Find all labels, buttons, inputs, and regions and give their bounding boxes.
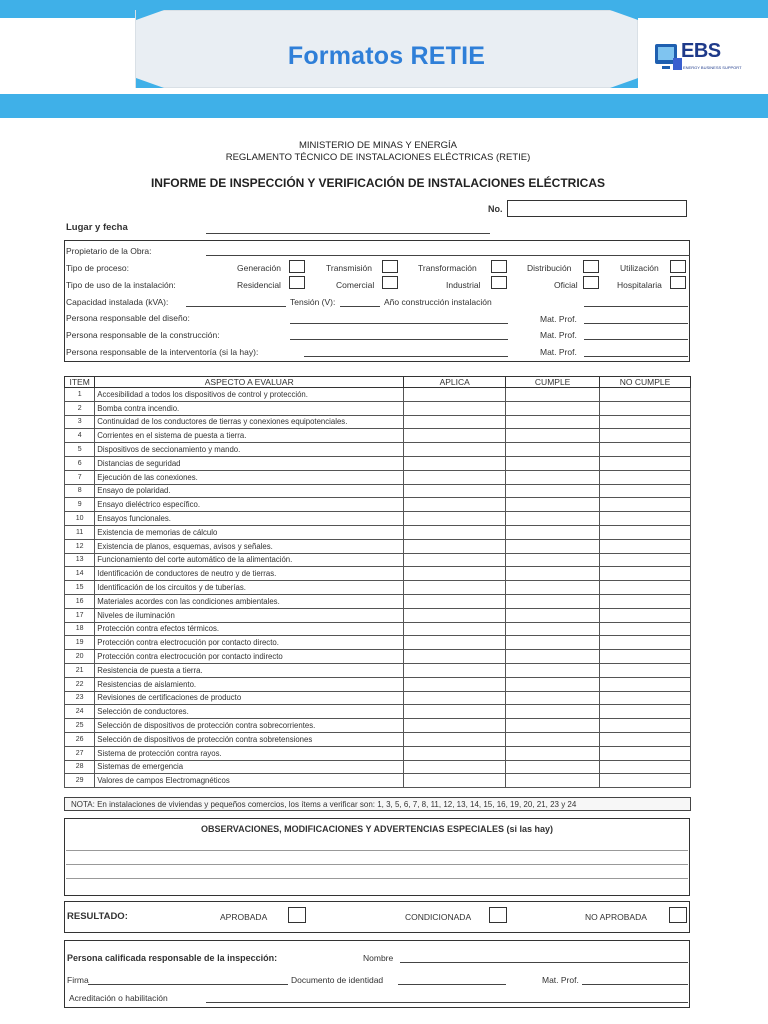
applies-cell[interactable] (404, 415, 506, 429)
applies-cell[interactable] (404, 539, 506, 553)
table-row (65, 498, 691, 512)
voltage-label: Tensión (V): (290, 297, 336, 307)
banner-corner (136, 78, 164, 88)
applies-cell[interactable] (404, 691, 506, 705)
process-generation-label: Generación (237, 263, 281, 273)
item-number-cell: 7 (65, 470, 95, 484)
use-commercial-label: Comercial (336, 280, 375, 290)
applies-cell[interactable] (404, 705, 506, 719)
not-complies-cell[interactable] (600, 608, 691, 622)
aspect-cell: Existencia de memorias de cálculo (95, 525, 404, 539)
owner-label: Propietario de la Obra: (66, 246, 152, 256)
complies-cell[interactable] (506, 553, 600, 567)
inspector-accreditation-field[interactable] (206, 1002, 688, 1003)
applies-cell[interactable] (404, 512, 506, 526)
aspect-cell: Funcionamiento del corte automático de la alimentación. (95, 553, 404, 567)
inspector-mat-prof-label: Mat. Prof. (542, 975, 579, 985)
inspector-accreditation-label: Acreditación o habilitación (69, 993, 168, 1003)
aspect-cell: Protección contra electrocución por contacto indirecto (95, 650, 404, 664)
item-number-cell: 1 (65, 388, 95, 402)
item-number-cell: 27 (65, 746, 95, 760)
aspect-cell: Niveles de iluminación (95, 608, 404, 622)
not-complies-cell[interactable] (600, 429, 691, 443)
complies-cell[interactable] (506, 415, 600, 429)
design-mat-prof-label: Mat. Prof. (540, 314, 577, 324)
table-row (65, 677, 691, 691)
aspect-cell: Ensayo de polaridad. (95, 484, 404, 498)
complies-cell[interactable] (506, 608, 600, 622)
complies-cell[interactable] (506, 719, 600, 733)
complies-cell[interactable] (506, 594, 600, 608)
construction-mat-prof-field[interactable] (584, 339, 688, 340)
complies-cell[interactable] (506, 774, 600, 788)
applies-cell[interactable] (404, 429, 506, 443)
table-row (65, 636, 691, 650)
not-complies-cell[interactable] (600, 650, 691, 664)
applies-cell[interactable] (404, 388, 506, 402)
use-official-checkbox[interactable] (583, 276, 599, 289)
complies-cell[interactable] (506, 663, 600, 677)
result-approved-label: APROBADA (220, 912, 268, 922)
item-number-cell: 11 (65, 525, 95, 539)
page-title: Formatos RETIE (287, 42, 486, 70)
table-row (65, 429, 691, 443)
aspects-table (64, 376, 691, 788)
aspect-cell: Distancias de seguridad (95, 456, 404, 470)
process-transformation-label: Transformación (418, 263, 477, 273)
not-complies-cell[interactable] (600, 539, 691, 553)
column-header-applies: APLICA (404, 377, 506, 388)
applies-cell[interactable] (404, 401, 506, 415)
no-label: No. (488, 204, 503, 214)
item-number-cell: 25 (65, 719, 95, 733)
report-number-field[interactable] (507, 200, 687, 217)
applies-cell[interactable] (404, 760, 506, 774)
complies-cell[interactable] (506, 746, 600, 760)
supervision-label: Persona responsable de la interventoría (si la hay): (66, 347, 259, 357)
item-number-cell: 24 (65, 705, 95, 719)
table-row (65, 470, 691, 484)
aspect-cell: Resistencia de puesta a tierra. (95, 663, 404, 677)
complies-cell[interactable] (506, 429, 600, 443)
complies-cell[interactable] (506, 498, 600, 512)
inspector-name-label: Nombre (363, 953, 394, 963)
complies-cell[interactable] (506, 760, 600, 774)
complies-cell[interactable] (506, 636, 600, 650)
table-row (65, 401, 691, 415)
item-number-cell: 22 (65, 677, 95, 691)
complies-cell[interactable] (506, 581, 600, 595)
not-complies-cell[interactable] (600, 760, 691, 774)
complies-cell[interactable] (506, 525, 600, 539)
table-row (65, 443, 691, 457)
banner-corner (610, 10, 638, 20)
item-number-cell: 23 (65, 691, 95, 705)
inspector-title: Persona calificada responsable de la inspección: (67, 953, 278, 963)
note-bar: NOTA: En instalaciones de viviendas y pequeños comercios, los ítems a verificar son: 1, 3, 5, 6, 7, 8, 11, 12, 13, 14, 15, 16, 19, 20, 21, 23 y 24 (64, 797, 691, 811)
use-type-label: Tipo de uso de la instalación: (66, 280, 176, 290)
item-number-cell: 12 (65, 539, 95, 553)
aspect-cell: Ensayos funcionales. (95, 512, 404, 526)
aspect-cell: Resistencias de aislamiento. (95, 677, 404, 691)
aspect-cell: Selección de dispositivos de protección contra sobrecorrientes. (95, 719, 404, 733)
aspect-cell: Protección contra efectos térmicos. (95, 622, 404, 636)
not-complies-cell[interactable] (600, 567, 691, 581)
not-complies-cell[interactable] (600, 498, 691, 512)
applies-cell[interactable] (404, 443, 506, 457)
item-number-cell: 6 (65, 456, 95, 470)
not-complies-cell[interactable] (600, 636, 691, 650)
process-transformation-checkbox[interactable] (491, 260, 507, 273)
logo-subtext: ENERGY BUSINESS SUPPORT (683, 65, 742, 70)
process-utilization-checkbox[interactable] (670, 260, 686, 273)
table-row (65, 691, 691, 705)
applies-cell[interactable] (404, 581, 506, 595)
not-complies-cell[interactable] (600, 746, 691, 760)
complies-cell[interactable] (506, 677, 600, 691)
column-header-item: ITEM (65, 377, 95, 388)
aspect-cell: Sistemas de emergencia (95, 760, 404, 774)
applies-cell[interactable] (404, 622, 506, 636)
table-row (65, 525, 691, 539)
year-label: Año construcción instalación (384, 297, 492, 307)
item-number-cell: 5 (65, 443, 95, 457)
complies-cell[interactable] (506, 470, 600, 484)
observations-line[interactable] (66, 878, 688, 879)
observations-title: OBSERVACIONES, MODIFICACIONES Y ADVERTENCIAS ESPECIALES (si las hay) (200, 824, 554, 834)
ebs-logo (653, 38, 742, 78)
observations-line[interactable] (66, 850, 688, 851)
item-number-cell: 9 (65, 498, 95, 512)
item-number-cell: 14 (65, 567, 95, 581)
process-distribution-label: Distribución (527, 263, 572, 273)
not-complies-cell[interactable] (600, 663, 691, 677)
table-row (65, 512, 691, 526)
applies-cell[interactable] (404, 553, 506, 567)
supervision-mat-prof-field[interactable] (584, 356, 688, 357)
not-complies-cell[interactable] (600, 388, 691, 402)
result-label: RESULTADO: (67, 911, 128, 922)
aspect-cell: Bomba contra incendio. (95, 401, 404, 415)
not-complies-cell[interactable] (600, 443, 691, 457)
item-number-cell: 13 (65, 553, 95, 567)
not-complies-cell[interactable] (600, 415, 691, 429)
column-header-aspect: ASPECTO A EVALUAR (95, 377, 404, 388)
use-industrial-label: Industrial (446, 280, 481, 290)
applies-cell[interactable] (404, 608, 506, 622)
not-complies-cell[interactable] (600, 401, 691, 415)
result-not-approved-label: NO APROBADA (585, 912, 647, 922)
table-row (65, 581, 691, 595)
applies-cell[interactable] (404, 746, 506, 760)
observations-line[interactable] (66, 864, 688, 865)
aspect-cell: Protección contra electrocución por contacto directo. (95, 636, 404, 650)
table-row (65, 732, 691, 746)
complies-cell[interactable] (506, 512, 600, 526)
item-number-cell: 16 (65, 594, 95, 608)
design-field[interactable] (290, 323, 508, 324)
result-conditional-label: CONDICIONADA (405, 912, 472, 922)
aspects-table-body (65, 388, 691, 788)
complies-cell[interactable] (506, 622, 600, 636)
complies-cell[interactable] (506, 443, 600, 457)
table-row (65, 456, 691, 470)
applies-cell[interactable] (404, 677, 506, 691)
table-header-row (65, 377, 691, 388)
item-number-cell: 8 (65, 484, 95, 498)
table-row (65, 594, 691, 608)
process-type-label: Tipo de proceso: (66, 263, 129, 273)
table-row (65, 650, 691, 664)
process-transmission-checkbox[interactable] (382, 260, 398, 273)
column-header-complies: CUMPLE (506, 377, 600, 388)
table-row (65, 760, 691, 774)
year-field[interactable] (584, 306, 688, 307)
applies-cell[interactable] (404, 456, 506, 470)
supervision-field[interactable] (304, 356, 508, 357)
aspect-cell: Ejecución de las conexiones. (95, 470, 404, 484)
item-number-cell: 10 (65, 512, 95, 526)
not-complies-cell[interactable] (600, 484, 691, 498)
item-number-cell: 2 (65, 401, 95, 415)
aspect-cell: Ensayo dieléctrico específico. (95, 498, 404, 512)
not-complies-cell[interactable] (600, 691, 691, 705)
item-number-cell: 18 (65, 622, 95, 636)
not-complies-cell[interactable] (600, 774, 691, 788)
table-row (65, 608, 691, 622)
inspector-name-field[interactable] (400, 962, 688, 963)
process-generation-checkbox[interactable] (289, 260, 305, 273)
table-row (65, 415, 691, 429)
process-utilization-label: Utilización (620, 263, 659, 273)
use-industrial-checkbox[interactable] (491, 276, 507, 289)
applies-cell[interactable] (404, 774, 506, 788)
aspect-cell: Selección de dispositivos de protección contra sobretensiones (95, 732, 404, 746)
not-complies-cell[interactable] (600, 553, 691, 567)
result-conditional-checkbox[interactable] (489, 907, 507, 923)
aspect-cell: Continuidad de los conductores de tierras y conexiones equipotenciales. (95, 415, 404, 429)
table-row (65, 553, 691, 567)
not-complies-cell[interactable] (600, 705, 691, 719)
applies-cell[interactable] (404, 484, 506, 498)
item-number-cell: 29 (65, 774, 95, 788)
complies-cell[interactable] (506, 388, 600, 402)
owner-field[interactable] (206, 255, 690, 256)
aspect-cell: Revisiones de certificaciones de producto (95, 691, 404, 705)
result-approved-checkbox[interactable] (288, 907, 306, 923)
inspector-id-field[interactable] (398, 984, 506, 985)
table-row (65, 567, 691, 581)
item-number-cell: 21 (65, 663, 95, 677)
inspector-mat-prof-field[interactable] (582, 984, 688, 985)
aspect-cell: Identificación de conductores de neutro y de tierras. (95, 567, 404, 581)
not-complies-cell[interactable] (600, 732, 691, 746)
aspect-cell: Corrientes en el sistema de puesta a tierra. (95, 429, 404, 443)
applies-cell[interactable] (404, 650, 506, 664)
complies-cell[interactable] (506, 691, 600, 705)
regulation-heading: REGLAMENTO TÉCNICO DE INSTALACIONES ELÉCTRICAS (RETIE) (225, 152, 531, 163)
not-complies-cell[interactable] (600, 512, 691, 526)
place-date-field[interactable] (206, 233, 490, 234)
table-row (65, 705, 691, 719)
aspect-cell: Sistema de protección contra rayos. (95, 746, 404, 760)
table-row (65, 622, 691, 636)
use-residential-checkbox[interactable] (289, 276, 305, 289)
table-row (65, 539, 691, 553)
design-mat-prof-field[interactable] (584, 323, 688, 324)
use-commercial-checkbox[interactable] (382, 276, 398, 289)
use-hospital-checkbox[interactable] (670, 276, 686, 289)
item-number-cell: 4 (65, 429, 95, 443)
place-date-label: Lugar y fecha (66, 222, 128, 233)
design-label: Persona responsable del diseño: (66, 313, 190, 323)
complies-cell[interactable] (506, 732, 600, 746)
applies-cell[interactable] (404, 719, 506, 733)
logo-text: EBS (681, 40, 721, 62)
aspect-cell: Existencia de planos, esquemas, avisos y señales. (95, 539, 404, 553)
banner-corner (610, 78, 638, 88)
table-row (65, 484, 691, 498)
applies-cell[interactable] (404, 663, 506, 677)
complies-cell[interactable] (506, 705, 600, 719)
inspector-id-label: Documento de identidad (291, 975, 384, 985)
not-complies-cell[interactable] (600, 677, 691, 691)
use-official-label: Oficial (554, 280, 578, 290)
applies-cell[interactable] (404, 636, 506, 650)
capacity-label: Capacidad instalada (kVA): (66, 297, 169, 307)
applies-cell[interactable] (404, 470, 506, 484)
complies-cell[interactable] (506, 456, 600, 470)
construction-mat-prof-label: Mat. Prof. (540, 330, 577, 340)
aspect-cell: Identificación de los circuitos y de tuberías. (95, 581, 404, 595)
table-row (65, 774, 691, 788)
aspect-cell: Accesibilidad a todos los dispositivos de control y protección. (95, 388, 404, 402)
complies-cell[interactable] (506, 650, 600, 664)
applies-cell[interactable] (404, 594, 506, 608)
process-distribution-checkbox[interactable] (583, 260, 599, 273)
item-number-cell: 17 (65, 608, 95, 622)
process-transmission-label: Transmisión (326, 263, 372, 273)
not-complies-cell[interactable] (600, 581, 691, 595)
applies-cell[interactable] (404, 732, 506, 746)
item-number-cell: 3 (65, 415, 95, 429)
item-number-cell: 28 (65, 760, 95, 774)
inspector-signature-label: Firma (67, 975, 89, 985)
item-number-cell: 15 (65, 581, 95, 595)
use-hospital-label: Hospitalaria (617, 280, 662, 290)
construction-label: Persona responsable de la construcción: (66, 330, 220, 340)
aspect-cell: Materiales acordes con las condiciones ambientales. (95, 594, 404, 608)
banner-corner (136, 10, 164, 20)
table-row (65, 388, 691, 402)
not-complies-cell[interactable] (600, 456, 691, 470)
supervision-mat-prof-label: Mat. Prof. (540, 347, 577, 357)
report-title: INFORME DE INSPECCIÓN Y VERIFICACIÓN DE INSTALACIONES ELÉCTRICAS (150, 176, 606, 190)
applies-cell[interactable] (404, 567, 506, 581)
inspector-signature-field[interactable] (88, 984, 288, 985)
item-number-cell: 26 (65, 732, 95, 746)
table-row (65, 663, 691, 677)
applies-cell[interactable] (404, 498, 506, 512)
column-header-not-complies: NO CUMPLE (600, 377, 691, 388)
table-row (65, 746, 691, 760)
complies-cell[interactable] (506, 401, 600, 415)
aspect-cell: Valores de campos Electromagnéticos (95, 774, 404, 788)
computer-icon (653, 40, 683, 76)
not-complies-cell[interactable] (600, 525, 691, 539)
item-number-cell: 20 (65, 650, 95, 664)
result-not-approved-checkbox[interactable] (669, 907, 687, 923)
complies-cell[interactable] (506, 484, 600, 498)
voltage-field[interactable] (340, 306, 380, 307)
use-residential-label: Residencial (237, 280, 281, 290)
complies-cell[interactable] (506, 567, 600, 581)
not-complies-cell[interactable] (600, 719, 691, 733)
item-number-cell: 19 (65, 636, 95, 650)
aspect-cell: Dispositivos de seccionamiento y mando. (95, 443, 404, 457)
not-complies-cell[interactable] (600, 470, 691, 484)
aspect-cell: Selección de conductores. (95, 705, 404, 719)
not-complies-cell[interactable] (600, 622, 691, 636)
not-complies-cell[interactable] (600, 594, 691, 608)
table-row (65, 719, 691, 733)
complies-cell[interactable] (506, 539, 600, 553)
construction-field[interactable] (290, 339, 508, 340)
capacity-field[interactable] (186, 306, 286, 307)
ministry-heading: MINISTERIO DE MINAS Y ENERGÍA (298, 140, 457, 151)
applies-cell[interactable] (404, 525, 506, 539)
